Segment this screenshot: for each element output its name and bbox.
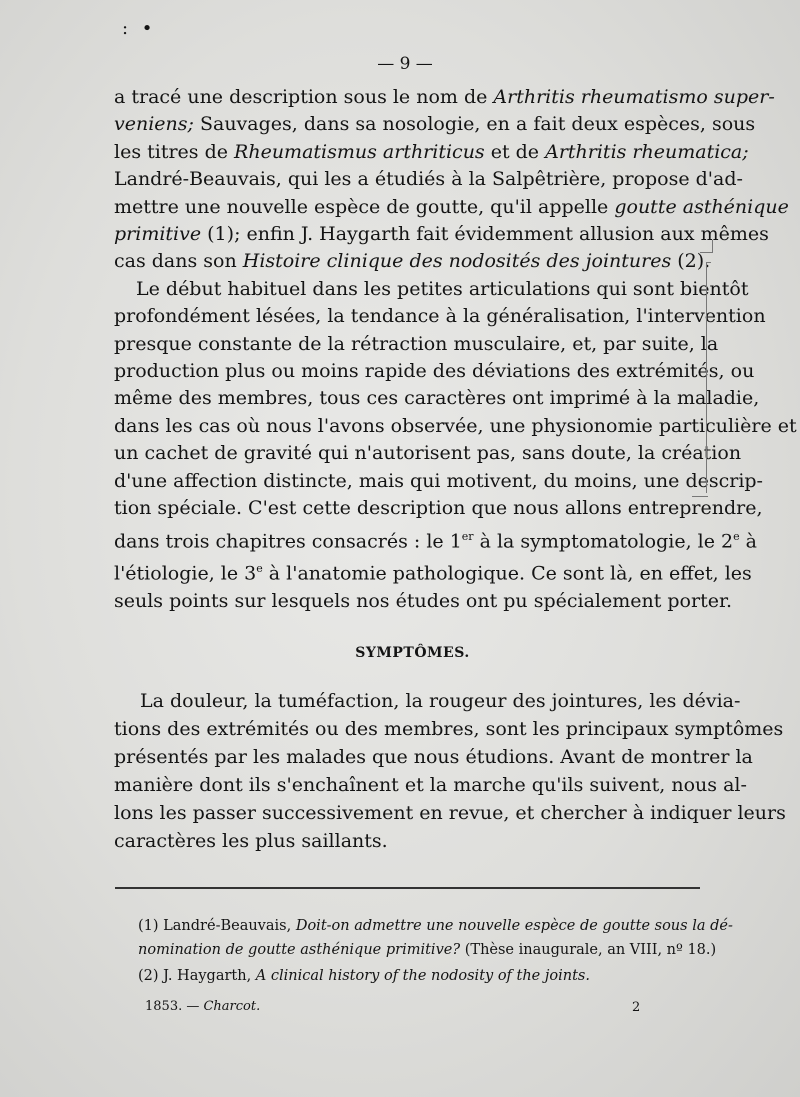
symptoms-paragraph [114, 687, 786, 855]
text-line: cas dans son Histoire clinique des nodosités des jointures (2). [114, 250, 711, 273]
paragraph-2 [114, 276, 797, 616]
text-line: presque constante de la rétraction musculaire, et, par suite, la [114, 332, 719, 355]
margin-marks: : • [122, 18, 157, 39]
text-line: Landré-Beauvais, qui les a étudiés à la Salpêtrière, propose d'ad- [114, 168, 743, 191]
text-line: production plus ou moins rapide des déviations des extrémités, ou [114, 360, 755, 383]
main-text [114, 84, 797, 615]
sheet-number: 2 [632, 1000, 641, 1015]
text-line: mettre une nouvelle espèce de goutte, qu'il appelle goutte asthénique [114, 195, 789, 218]
text-line: dans les cas où nous l'avons observée, une physionomie particulière et [114, 414, 797, 437]
page-number: — 9 — [377, 54, 433, 74]
text-line: Le début habituel dans les petites articulations qui sont bientôt [136, 277, 749, 300]
footnote-1: (1) Landré-Beauvais, Doit-on admettre une nouvelle espèce de goutte sous la dé- [138, 918, 733, 934]
text-line: tion spéciale. C'est cette description que nous allons entreprendre, [114, 497, 763, 520]
text-line: d'une affection distincte, mais qui motivent, du moins, une descrip- [114, 469, 763, 492]
text-line: les titres de Rheumatismus arthriticus et de Arthritis rheumatica; [114, 140, 749, 163]
text-line: veniens; Sauvages, dans sa nosologie, en a fait deux espèces, sous [114, 113, 756, 136]
text-line: caractères les plus saillants. [114, 830, 388, 852]
text-line: un cachet de gravité qui n'autorisent pas, sans doute, la création [114, 442, 742, 465]
footnote-2: (2) J. Haygarth, A clinical history of the nodosity of the joints. [138, 968, 590, 984]
pencil-bracket-side [706, 262, 711, 493]
text-line: profondément lésées, la tendance à la généralisation, l'intervention [114, 305, 766, 328]
pencil-bracket-top [700, 240, 713, 253]
text-line: présentés par les malades que nous étudions. Avant de montrer la [114, 746, 753, 768]
text-line: même des membres, tous ces caractères ont imprimé à la maladie, [114, 387, 760, 410]
signature-line: 1853. — Charcot. [145, 999, 261, 1014]
text-line: La douleur, la tuméfaction, la rougeur des jointures, les dévia- [140, 690, 741, 712]
section-heading: SYMPTÔMES. [355, 645, 470, 661]
text-line: dans trois chapitres consacrés : le 1er à la symptomatologie, le 2e à [114, 529, 757, 552]
paragraph-1 [114, 84, 789, 276]
text-line: tions des extrémités ou des membres, sont les principaux symptômes [114, 718, 784, 740]
text-line: a tracé une description sous le nom de Arthritis rheumatismo super- [114, 86, 775, 108]
pencil-bracket-bottom [692, 490, 708, 497]
text-line: manière dont ils s'enchaînent et la marche qu'ils suivent, nous al- [114, 774, 747, 796]
text-line: primitive (1); enfin J. Haygarth fait évidemment allusion aux mêmes [114, 223, 769, 246]
text-line: seuls points sur lesquels nos études ont pu spécialement porter. [114, 589, 732, 612]
text-line: lons les passer successivement en revue, et chercher à indiquer leurs [114, 802, 786, 824]
text-line: l'étiologie, le 3e à l'anatomie pathologique. Ce sont là, en effet, les [114, 562, 752, 585]
footnote-1-continued: nomination de goutte asthénique primitive? (Thèse inaugurale, an VIII, nº 18.) [138, 942, 717, 958]
footnotes [138, 914, 733, 988]
footnote-rule [115, 887, 700, 889]
